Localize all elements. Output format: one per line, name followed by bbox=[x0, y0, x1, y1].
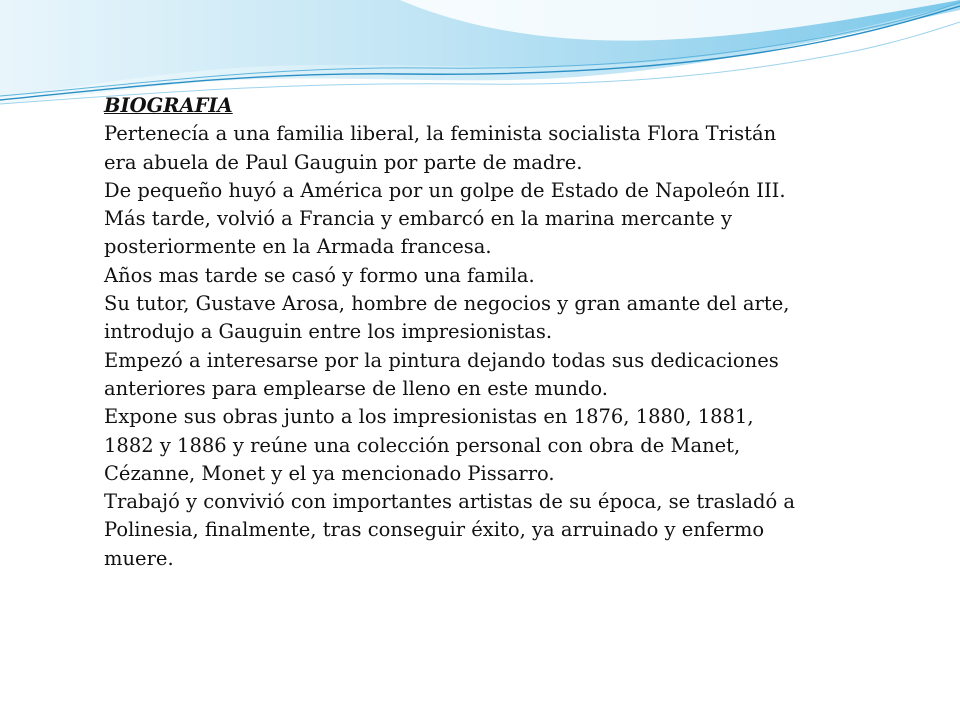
paragraph-childhood: De pequeño huyó a América por un golpe de Estado de Napoleón III. bbox=[104, 178, 786, 202]
paragraph-exhibitions: Expone sus obras junto a los impresionistas en 1876, 1880, 1881, 1882 y 1886 y reúne una colección personal con obra de Manet, Cézanne, Monet y el ya mencionado Pissarro. bbox=[104, 405, 754, 485]
paragraph-family: Pertenecía a una familia liberal, la feminista socialista Flora Tristán era abuela de Paul Gauguin por parte de madre. bbox=[104, 122, 777, 174]
paragraph-tutor: Su tutor, Gustave Arosa, hombre de negocios y gran amante del arte, introdujo a Gauguin entre los impresionistas. bbox=[104, 292, 790, 344]
paragraph-later-life: Trabajó y convivió con importantes artistas de su época, se trasladó a Polinesia, finalmente, tras conseguir éxito, ya arruinado y enfermo muere. bbox=[104, 490, 796, 570]
paragraph-marriage: Años mas tarde se casó y formo una famila. bbox=[104, 263, 535, 287]
paragraph-painting: Empezó a interesarse por la pintura dejando todas sus dedicaciones anteriores para emplearse de lleno en este mundo. bbox=[104, 348, 779, 400]
paragraph-navy: Más tarde, volvió a Francia y embarcó en la marina mercante y posteriormente en la Armada francesa. bbox=[104, 207, 733, 259]
biography-text bbox=[104, 92, 804, 573]
section-heading: BIOGRAFIA bbox=[104, 94, 233, 117]
